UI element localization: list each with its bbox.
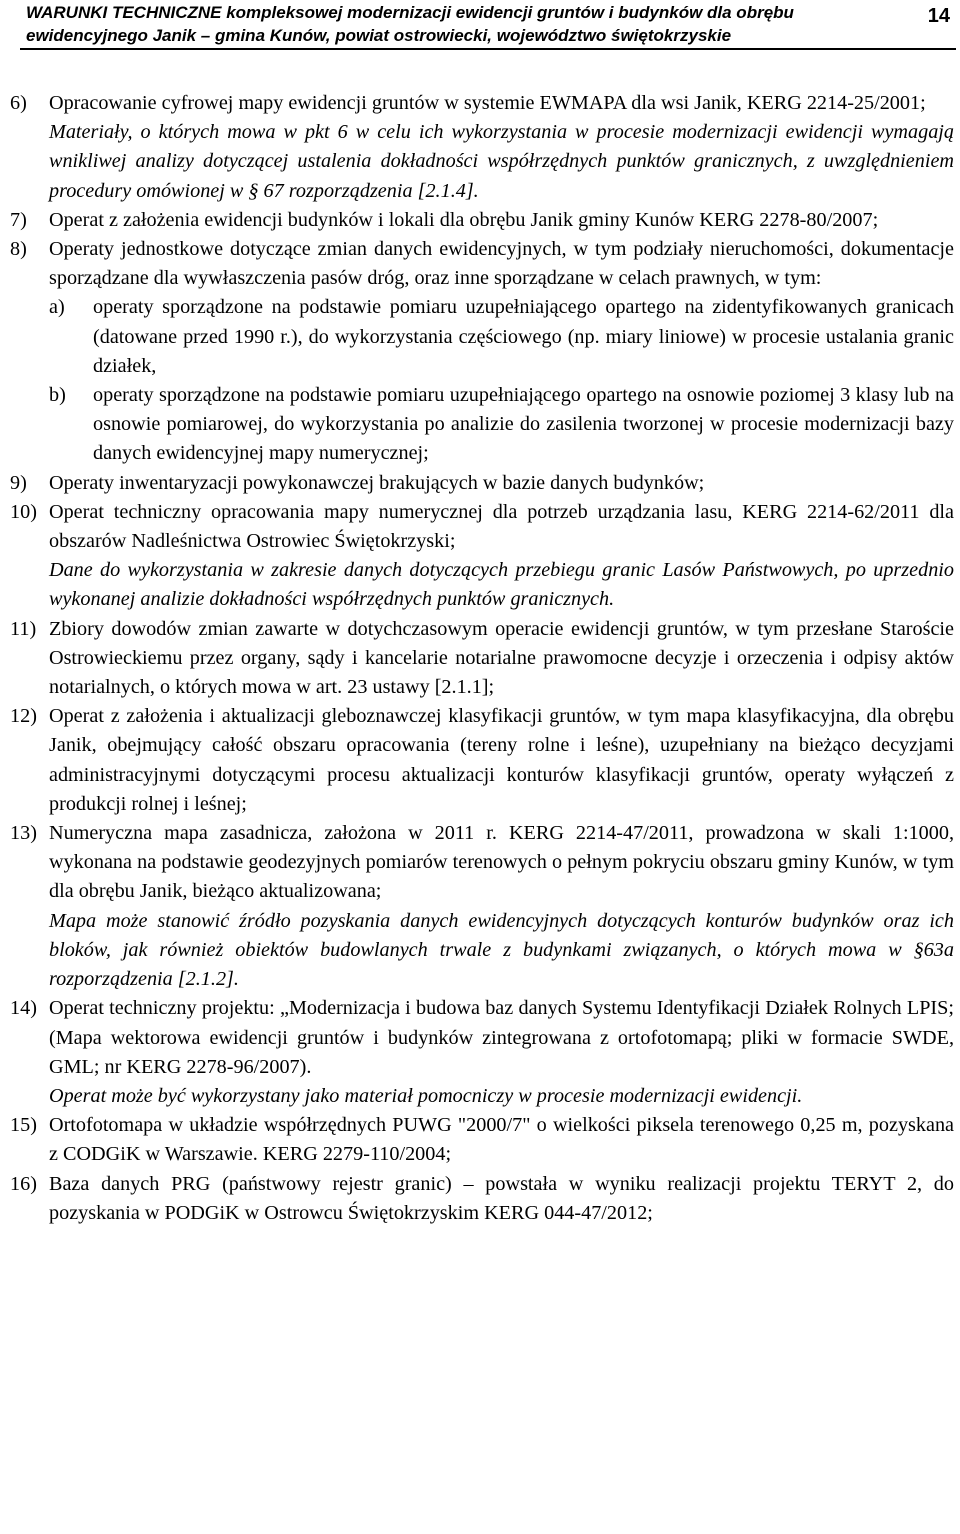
page-number: 14 bbox=[927, 5, 950, 27]
list-item-number: 16) bbox=[10, 1172, 37, 1195]
list-item-10 bbox=[0, 498, 960, 615]
header-title-line1: WARUNKI TECHNICZNE kompleksowej modernizacji ewidencji gruntów i budynków dla obrębu bbox=[26, 3, 794, 22]
list-item-text: Numeryczna mapa zasadnicza, założona w 2011 r. KERG 2214-47/2011, prowadzona w skali 1:1000, wykonana na podstawie geodezyjnych pomiarów terenowych o pełnym pokryciu obszaru gminy Kunów, w tym dla obrębu Janik, bieżąco aktualizowana; bbox=[49, 822, 954, 903]
list-item-7 bbox=[0, 206, 960, 235]
list-item-11 bbox=[0, 615, 960, 703]
sub-item-text: operaty sporządzone na podstawie pomiaru uzupełniającego opartego na zidentyfikowanych granicach (datowane przed 1990 r.), do wykorzystania częściowego (np. miary liniowe) w procesie ustalania granic działek, bbox=[93, 296, 954, 377]
list-item-note: Materiały, o których mowa w pkt 6 w celu ich wykorzystania w procesie modernizacji ewidencji wymagają wnikliwej analizy dotyczącej ustalenia dokładności współrzędnych punktów granicznych, z uwzględnieniem procedury omówionej w § 67 rozporządzenia [2.1.4]. bbox=[49, 121, 954, 202]
list-item-number: 12) bbox=[10, 705, 37, 728]
list-item-text: Ortofotomapa w układzie współrzędnych PUWG "2000/7" o wielkości piksela terenowego 0,25 m, pozyskana z CODGiK w Warszawie. KERG 2279-110/2004; bbox=[49, 1114, 954, 1166]
list-item-text: Zbiory dowodów zmian zawarte w dotychczasowym operacie ewidencji gruntów, w tym przesłane Staroście Ostrowieckiemu przez organy, sądy i kancelarie notarialne prawomocne decyzje i orzeczenia i odpisy aktów notarialnych, o których mowa w art. 23 ustawy [2.1.1]; bbox=[49, 617, 954, 699]
list-item-note: Mapa może stanowić źródło pozyskania danych ewidencyjnych dotyczących konturów budynków oraz ich bloków, jak również obiektów budowlanych trwale z budynkami związanych, o których mowa w §63a rozporządzenia [2.1.2]. bbox=[49, 909, 954, 991]
list-item-number: 6) bbox=[10, 92, 27, 114]
list-item-13 bbox=[0, 819, 960, 994]
sub-item-b bbox=[49, 381, 954, 469]
page-header bbox=[20, 0, 956, 50]
list-item-number: 8) bbox=[10, 238, 27, 261]
list-item-9 bbox=[0, 469, 960, 498]
list-item-number: 13) bbox=[10, 822, 37, 845]
list-item-text: Operaty jednostkowe dotyczące zmian danych ewidencyjnych, w tym podziały nieruchomości, dokumentacje sporządzane dla wywłaszczenia pasów dróg, oraz inne sporządzane w celach prawnych, w tym: bbox=[49, 238, 954, 290]
list-item-number: 11) bbox=[10, 617, 37, 640]
list-item-16 bbox=[0, 1170, 960, 1228]
list-item-text: Operat techniczny opracowania mapy numerycznej dla potrzeb urządzania lasu, KERG 2214-62/2011 dla obszarów Nadleśnictwa Ostrowiec Świętokrzyski; bbox=[49, 500, 954, 553]
sub-item-text: operaty sporządzone na podstawie pomiaru uzupełniającego opartego na osnowie poziomej 3 klasy lub na osnowie pomiarowej, do wykorzystania po analizie do zasilenia tworzonej w procesie modernizacji bazy danych ewidencyjnej mapy numerycznej; bbox=[93, 384, 954, 465]
list-item-8 bbox=[0, 235, 960, 469]
list-item-12 bbox=[0, 702, 960, 819]
list-item-number: 10) bbox=[10, 500, 37, 523]
list-item-text: Baza danych PRG (państwowy rejestr granic) – powstała w wyniku realizacji projektu TERYT 2, do pozyskania w PODGiK w Ostrowcu Świętokrzyskim KERG 044-47/2012; bbox=[49, 1172, 954, 1224]
list-item-text: Operat techniczny projektu: „Modernizacja i budowa baz danych Systemu Identyfikacji Działek Rolnych LPIS; (Mapa wektorowa ewidencji gruntów i budynków zintegrowana z ortofotomapą; pliki w formacie SWDE, GML; nr KERG 2278-96/2007). bbox=[49, 997, 954, 1078]
list-item-text: Operat z założenia i aktualizacji gleboznawczej klasyfikacji gruntów, w tym mapa klasyfikacyjna, dla obrębu Janik, obejmujący całość obszaru opracowania (tereny rolne i leśne), uzupełniany na bieżąco decyzjami administracyjnymi dotyczącymi procesu aktualizacji konturów klasyfikacji gruntów, operaty wyłączeń z produkcji rolnej i leśnej; bbox=[49, 705, 954, 815]
document-body bbox=[0, 89, 960, 1228]
list-item-text: Opracowanie cyfrowej mapy ewidencji gruntów w systemie EWMAPA dla wsi Janik, KERG 2214-25/2001; bbox=[49, 92, 926, 114]
list-item-14 bbox=[0, 994, 960, 1111]
list-item-15 bbox=[0, 1111, 960, 1169]
list-item-text: Operaty inwentaryzacji powykonawczej brakujących w bazie danych budynków; bbox=[49, 471, 705, 494]
list-item-number: 7) bbox=[10, 208, 27, 231]
list-item-text: Operat z założenia ewidencji budynków i lokali dla obrębu Janik gminy Kunów KERG 2278-80/2007; bbox=[49, 208, 879, 231]
list-item-number: 9) bbox=[10, 471, 27, 494]
list-item-note: Dane do wykorzystania w zakresie danych dotyczących przebiegu granic Lasów Państwowych, po uprzednio wykonanej analizie dokładności współrzędnych punktów granicznych. bbox=[49, 559, 954, 611]
list-item-number: 14) bbox=[10, 997, 37, 1020]
list-item-note: Operat może być wykorzystany jako materiał pomocniczy w procesie modernizacji ewidencji. bbox=[49, 1084, 803, 1107]
header-title-line2: ewidencyjnego Janik – gmina Kunów, powiat ostrowiecki, województwo świętokrzyskie bbox=[26, 26, 732, 45]
sub-item-letter: b) bbox=[49, 384, 66, 407]
list-item-6 bbox=[0, 89, 960, 206]
sub-item-a bbox=[49, 293, 954, 381]
list-item-number: 15) bbox=[10, 1114, 37, 1137]
sub-item-letter: a) bbox=[49, 296, 65, 319]
